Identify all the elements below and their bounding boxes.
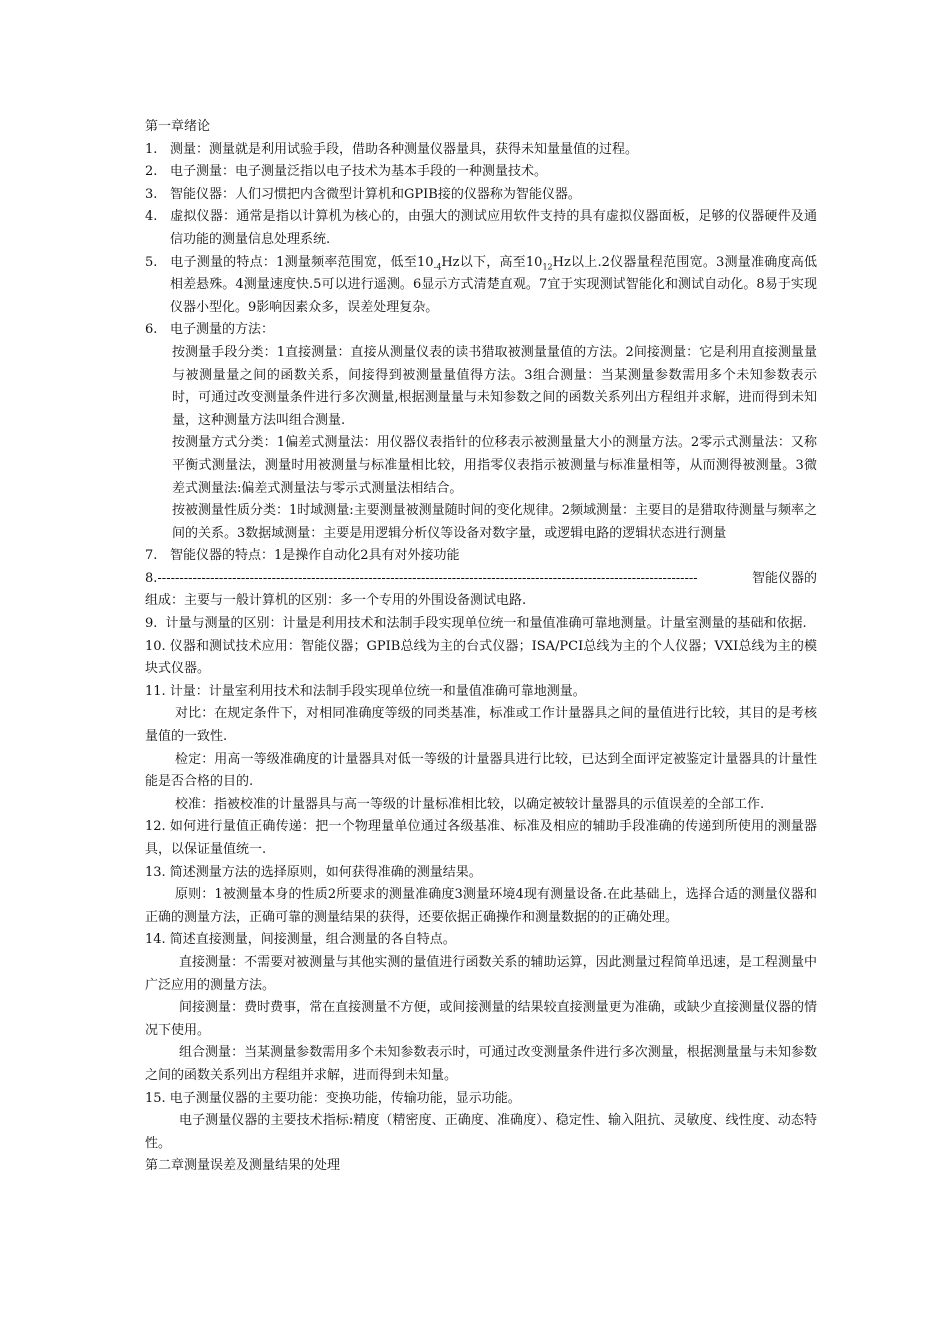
chapter2-title: 第二章测量误差及测量结果的处理 [145, 1158, 341, 1174]
chapter1-title: 第一章绪论 [145, 119, 211, 134]
method-paragraph: 按被测量性质分类：1时域测量:主要测量被测量随时间的变化规律。2频域测量：主要目的是猎取待测量与频率之间的关系。3数据域测量：主要是用逻辑分析仪等设备对数字量，或逻辑电路的逻辑状态进行测量 [172, 503, 817, 541]
dash-line: --------------------------------------------------------------------------------------------------------------------------- [157, 570, 698, 586]
list-item: 4. 虚拟仪器：通常是指以计算机为核心的，由强大的测试应用软件支持的具有虚拟仪器面板，足够的仪器硬件及通信功能的测量信息处理系统. [145, 209, 817, 247]
paragraph: 原则：1被测量本身的性质2所要求的测量准确度3测量环境4现有测量设备.在此基础上，选择合适的测量仪器和正确的测量方法，正确可靠的测量结果的获得，还要依据正确操作和测量数据的的正确处理。 [145, 887, 817, 925]
list-item: 5. 电子测量的特点：1测量频率范围宽，低至$10_{-4}Hz$以下，高至$10_{12}Hz$以上.2仪器量程范围宽。3测量准确度高低相差悬殊。4测量速度快.5可以进行遥测。6显示方式清楚直观。7宜于实现测试智能化和测试自动化。8易于实现仪器小型化。9影响因素众多，误差处理复杂。 [145, 254, 817, 315]
list-item: 15. 电子测量仪器的主要功能：变换功能，传输功能，显示功能。 [145, 1090, 521, 1106]
paragraph: 直接测量：不需要对被测量与其他实测的量值进行函数关系的辅助运算，因此测量过程简单迅速，是工程测量中广泛应用的测量方法。 [145, 954, 817, 993]
method-paragraph: 按测量方式分类：1偏差式测量法：用仪器仪表指针的位移表示被测量量大小的测量方法。2零示式测量法：又称平衡式测量法，测量时用被测量与标准量相比较，用指零仪表指示被测量与标准量相等，从而测得被测量。3微差式测量法:偏差式测量法与零示式测量法相结合。 [172, 435, 817, 496]
exponent: -4 [433, 262, 442, 272]
list-item-continuation: 组成：主要与一般计算机的区别：多一个专用的外围设备测试电路. [145, 593, 527, 609]
list-item: 12. 如何进行量值正确传递：把一个物理量单位通过各级基准、标准及相应的辅助手段准确的传递到所使用的测量器具，以保证量值统一. [145, 819, 817, 857]
paragraph: 对比：在规定条件下，对相同准确度等级的同类基准，标准或工作计量器具之间的量值进行比较，其目的是考核量值的一致性. [145, 706, 817, 745]
method-paragraph: 按测量手段分类：1直接测量：直接从测量仪表的读书猎取被测量量值的方法。2间接测量：它是利用直接测量量与被测量量之间的函数关系，间接得到被测量量值得方法。3组合测量：当某测量参数需用多个未知参数表示时，可通过改变测量条件进行多次测量,根据测量量与未知参数之间的函数关系列出方程组并求解，进而得到未知量，这种测量方法叫组合测量. [172, 344, 817, 428]
paragraph: 检定：用高一等级准确度的计量器具对低一等级的计量器具进行比较，已达到全面评定被鉴定计量器具的计量性能是否合格的目的. [145, 751, 817, 790]
list-item: 7. 智能仪器的特点：1是操作自动化2具有对外接功能 [145, 548, 460, 564]
paragraph: 间接测量：费时费事，常在直接测量不方便，或间接测量的结果较直接测量更为准确，或缺少直接测量仪器的情况下使用。 [145, 1000, 817, 1038]
list-item: 9. 计量与测量的区别：计量是利用技术和法制手段实现单位统一和量值准确可靠地测量。计量室测量的基础和依据. [145, 616, 807, 632]
list-item: 10. 仪器和测试技术应用：智能仪器；GPIB总线为主的台式仪器；ISA/PCI总线为主的个人仪器；VXI总线为主的模块式仪器。 [145, 638, 817, 677]
list-item: 3. 智能仪器：人们习惯把内含微型计算机和GPIB接的仪器称为智能仪器。 [145, 186, 581, 202]
paragraph: 组合测量：当某测量参数需用多个未知参数表示时，可通过改变测量条件进行多次测量，根据测量量与未知参数之间的函数关系列出方程组并求解，进而得到未知量。 [145, 1045, 817, 1083]
list-item: 11. 计量：计量室利用技术和法制手段实现单位统一和量值准确可靠地测量。 [145, 683, 586, 699]
document-page [145, 116, 817, 1178]
list-item: 14. 简述直接测量，间接测量，组合测量的各自特点。 [145, 932, 456, 948]
list-item: 6. 电子测量的方法： [145, 322, 275, 338]
list-item-dashed: 8. --------------------------------------------------------------------------------------------------------------------------- 智能仪器的 [145, 568, 817, 591]
list-item: 13. 简述测量方法的选择原则，如何获得准确的测量结果。 [145, 864, 482, 880]
list-item: 2. 电子测量：电子测量泛指以电子技术为基本手段的一种测量技术。 [145, 164, 548, 180]
paragraph: 校准：指被校准的计量器具与高一等级的计量标准相比较，以确定被较计量器具的示值误差的全部工作. [175, 796, 765, 812]
paragraph: 电子测量仪器的主要技术指标:精度（精密度、正确度、准确度）、稳定性、输入阻抗、灵敏度、线性度、动态特性。 [145, 1113, 817, 1151]
list-item: 1. 测量：测量就是利用试验手段，借助各种测量仪器量具，获得未知量量值的过程。 [145, 141, 639, 157]
exponent: 12 [542, 262, 553, 272]
